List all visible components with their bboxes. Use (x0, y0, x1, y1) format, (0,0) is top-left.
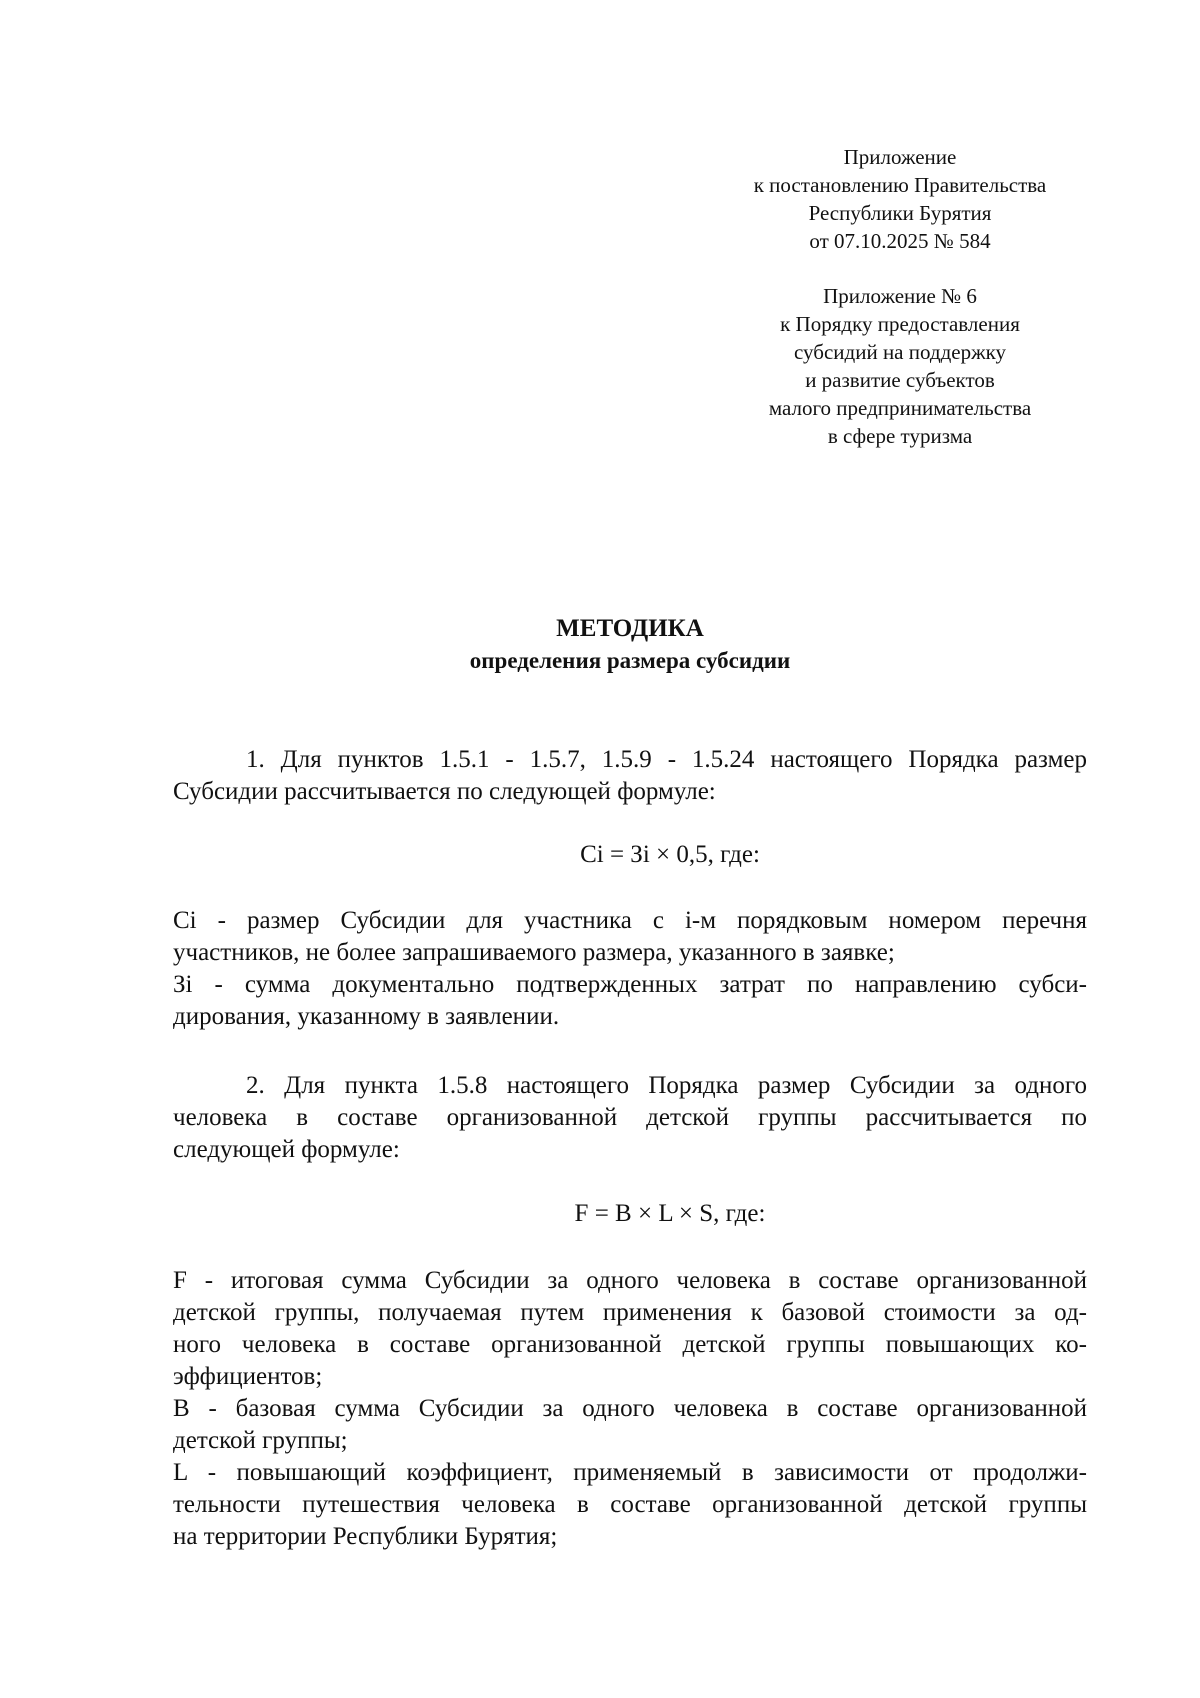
paragraph-line: человека в составе организованной детской группы рассчитывается по (173, 1104, 1087, 1131)
definition-line: участников, не более запрашиваемого размера, указанного в заявке; (173, 939, 895, 966)
formula-right: 0,5, где: (676, 841, 760, 868)
definition-line: L - повышающий коэффициент, применяемый в зависимости от продолжи- (173, 1459, 1087, 1486)
paragraph-line: 1. Для пунктов 1.5.1 - 1.5.7, 1.5.9 - 1.5.24 настоящего Порядка размер (246, 746, 1087, 773)
section-1-intro (173, 744, 1087, 808)
section-2-intro (173, 1070, 1087, 1166)
header-line: в сфере туризма (827, 424, 973, 448)
header-line: Республики Бурятия (808, 201, 992, 225)
paragraph-line: следующей формуле: (173, 1136, 400, 1163)
formula-left: Сi = Зi (580, 841, 650, 868)
header-line: субсидий на поддержку (794, 340, 1006, 364)
formula-operator: × (656, 841, 671, 868)
paragraph-line: 2. Для пункта 1.5.8 настоящего Порядка размер Субсидии за одного (246, 1072, 1087, 1099)
definition-line: эффициентов; (173, 1363, 323, 1390)
definition-line: F - итоговая сумма Субсидии за одного человека в составе организованной (173, 1267, 1087, 1294)
definition-line: Зi - сумма документально подтвержденных затрат по направлению субси- (173, 971, 1087, 998)
definition-line: на территории Республики Бурятия; (173, 1523, 558, 1550)
definition-line: B - базовая сумма Субсидии за одного человека в составе организованной (173, 1395, 1087, 1422)
appendix-header (700, 143, 1100, 255)
header-line: от 07.10.2025 № 584 (809, 229, 991, 253)
formula-1 (0, 839, 1200, 871)
definition-line: дирования, указанному в заявлении. (173, 1003, 560, 1030)
document-title (0, 613, 1200, 677)
definition-line: тельности путешествия человека в составе организованной детской группы (173, 1491, 1087, 1518)
title-subtitle: определения размера субсидии (469, 648, 791, 673)
header-line: к Порядку предоставления (780, 312, 1020, 336)
definition-line: ного человека в составе организованной детской группы повышающих ко- (173, 1331, 1087, 1358)
header-line: Приложение (843, 145, 957, 169)
formula-2: F = B × L × S, где: (574, 1200, 766, 1227)
header-line: малого предпринимательства (768, 396, 1032, 420)
definition-line: детской группы; (173, 1427, 348, 1454)
definition-line: детской группы, получаемая путем применения к базовой стоимости за од- (173, 1299, 1087, 1326)
definition-line: Сi - размер Субсидии для участника с i-м порядковым номером перечня (173, 907, 1087, 934)
section-2-definitions (173, 1265, 1087, 1553)
title-main: МЕТОДИКА (556, 615, 704, 642)
paragraph-line: Субсидии рассчитывается по следующей формуле: (173, 778, 716, 805)
header-line: Приложение № 6 (823, 284, 977, 308)
section-1-definitions (173, 905, 1087, 1033)
header-line: и развитие субъектов (805, 368, 995, 392)
appendix-6-header (700, 282, 1100, 450)
header-line: к постановлению Правительства (753, 173, 1047, 197)
